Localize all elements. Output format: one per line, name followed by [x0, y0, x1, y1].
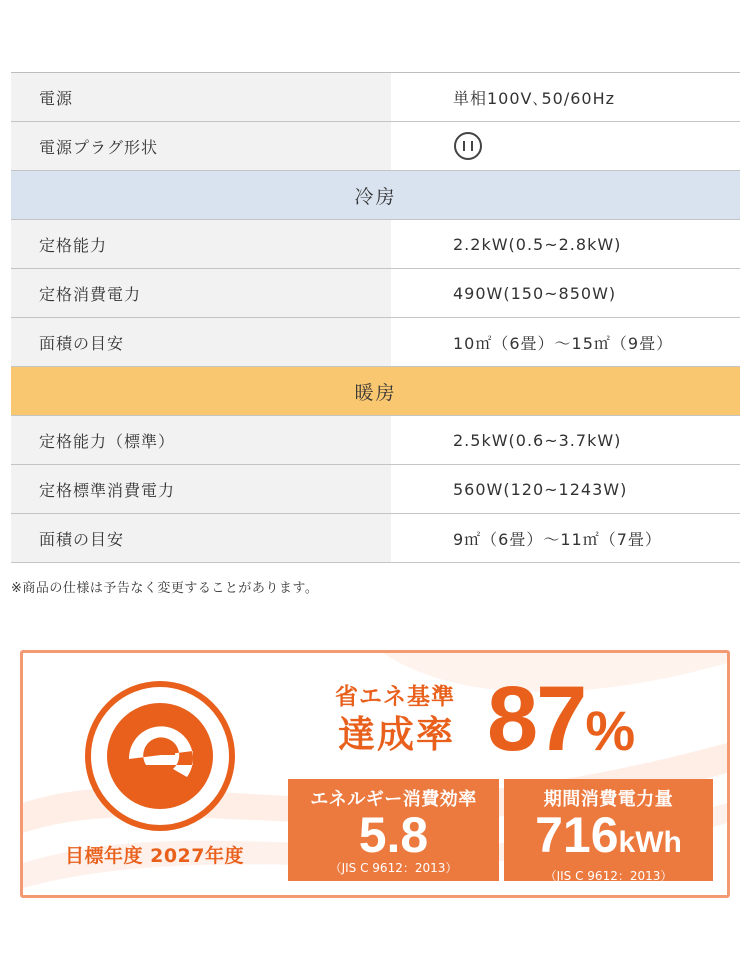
- efficiency-value: 5.8: [358, 807, 429, 863]
- annual-power-title: 期間消費電力量: [543, 789, 674, 810]
- efficiency-panel: [288, 779, 499, 881]
- annual-power-unit: kWh: [618, 826, 682, 859]
- spec-row-power: [11, 73, 740, 122]
- efficiency-title: エネルギー消費効率: [310, 789, 477, 810]
- efficiency-standard: （JIS C 9612：2013）: [329, 861, 458, 875]
- energy-saving-panel: [20, 650, 730, 898]
- achievement-label: [325, 683, 455, 757]
- spec-row: [11, 269, 740, 318]
- heating-header: 暖房: [11, 367, 740, 416]
- spec-label: 定格標準消費電力: [11, 465, 391, 513]
- annual-power-panel: [504, 779, 713, 881]
- spec-label: 定格能力: [11, 220, 391, 268]
- annual-power-standard: （JIS C 9612：2013）: [544, 869, 673, 883]
- e-mark-icon: [83, 679, 237, 833]
- spec-value: 560W(120~1243W): [391, 465, 740, 513]
- spec-label: 定格能力（標準）: [11, 416, 391, 464]
- spec-value: 単相100V､50/60Hz: [391, 73, 740, 121]
- spec-table: [11, 72, 740, 563]
- spec-label: 電源プラグ形状: [11, 122, 391, 170]
- achievement-rate: [487, 667, 635, 772]
- spec-row-plug: [11, 122, 740, 171]
- outlet-icon: [453, 131, 483, 161]
- spec-label: 面積の目安: [11, 318, 391, 366]
- spec-value: 10㎡（6畳）～15㎡（9畳）: [391, 318, 740, 366]
- spec-label: 電源: [11, 73, 391, 121]
- achievement-line2: 達成率: [338, 713, 455, 756]
- spec-value: 490W(150~850W): [391, 269, 740, 317]
- spec-label: 面積の目安: [11, 514, 391, 562]
- spec-row: [11, 318, 740, 367]
- spec-row: [11, 220, 740, 269]
- cooling-header: 冷房: [11, 171, 740, 220]
- target-year: 目標年度 2027年度: [65, 845, 244, 867]
- spec-value: 2.5kW(0.6~3.7kW): [391, 416, 740, 464]
- spec-value: 9㎡（6畳）～11㎡（7畳）: [391, 514, 740, 562]
- annual-power-value: 716: [535, 807, 619, 863]
- spec-label: 定格消費電力: [11, 269, 391, 317]
- footnote: ※商品の仕様は予告なく変更することがあります。: [11, 581, 319, 596]
- spec-row: [11, 465, 740, 514]
- achievement-rate-value: 87: [487, 668, 586, 770]
- spec-row: [11, 416, 740, 465]
- achievement-rate-sign: %: [585, 699, 636, 762]
- achievement-line1: 省エネ基準: [335, 684, 455, 710]
- spec-value: 2.2kW(0.5~2.8kW): [391, 220, 740, 268]
- annual-power-figure: [504, 809, 713, 869]
- spec-value: [391, 122, 740, 170]
- spec-row: [11, 514, 740, 563]
